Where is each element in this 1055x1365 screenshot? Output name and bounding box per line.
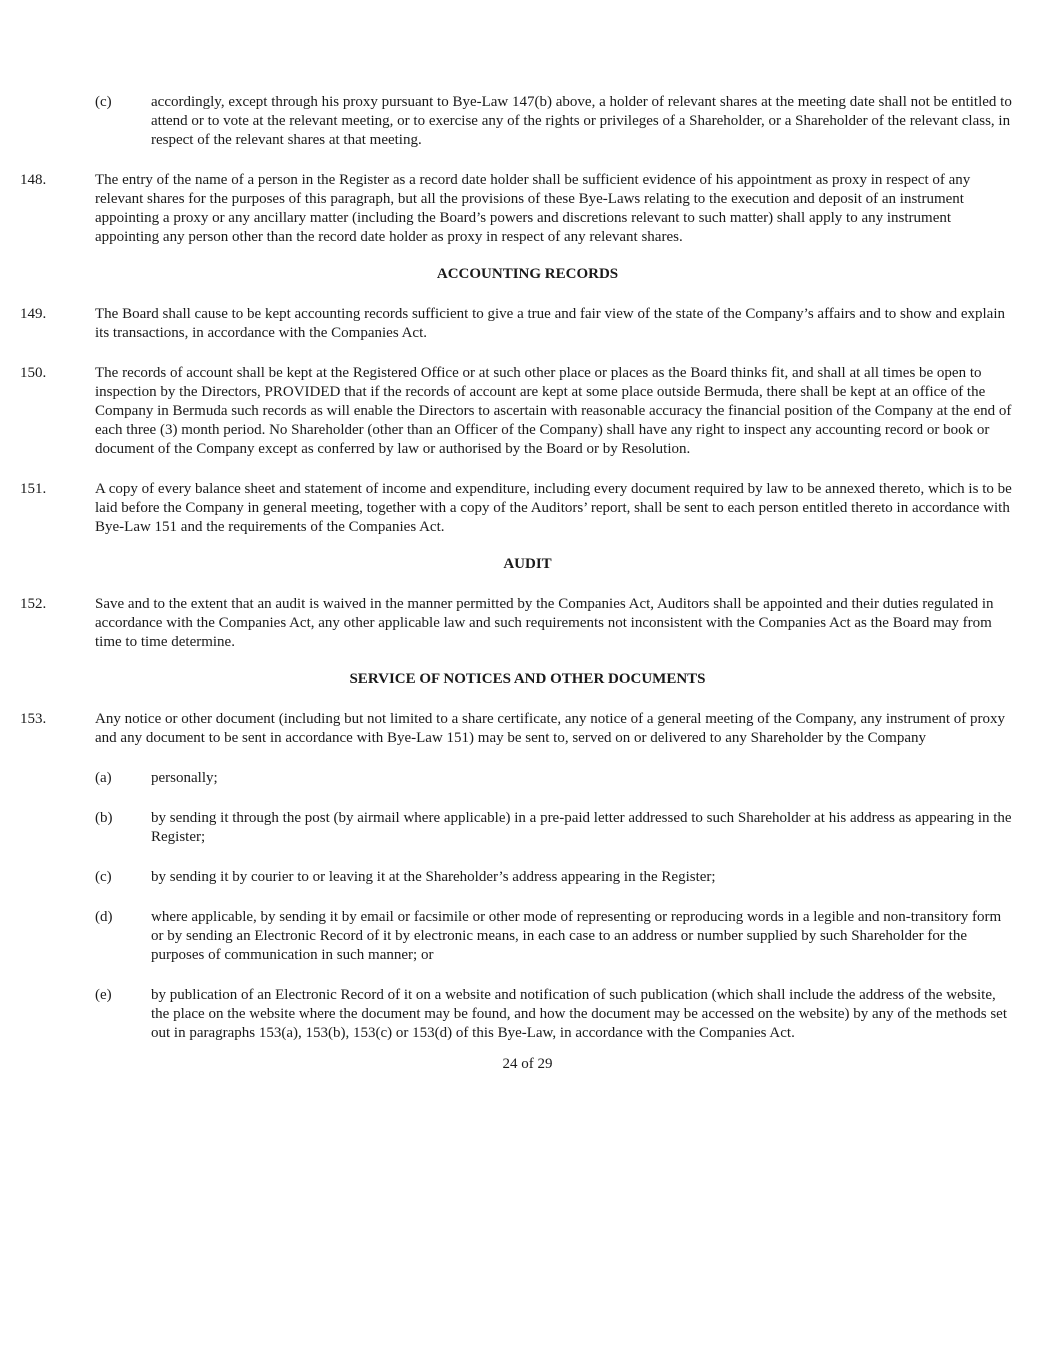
clause-152-text: Save and to the extent that an audit is waived in the manner permitted by the Companies Act, Auditors shall be appointed and their duties regulated in accordance with the Companies Act, any other applicable law and such requirements not inconsistent with the Companies Act as the Board may from time to time determine. [95,596,994,650]
clause-153a-text: personally; [151,770,218,786]
clause-153b-text: by sending it through the post (by airmail where applicable) in a pre-paid letter addressed to such Shareholder at his address as appearing in the Register; [151,810,1012,845]
heading-service-of-notices: SERVICE OF NOTICES AND OTHER DOCUMENTS [349,671,706,687]
clause-153d-label: (d) [95,909,113,925]
clause-147c-text: accordingly, except through his proxy pursuant to Bye-Law 147(b) above, a holder of relevant shares at the meeting date shall not be entitled to attend or to vote at the relevant meeting, or to exercise any of the rights or privileges of a Shareholder, or a Shareholder of the relevant class, in respect of the relevant shares at that meeting. [151,94,1012,148]
clause-151-number: 151. [20,481,47,497]
clause-153e-label: (e) [95,987,112,1003]
clause-153-number: 153. [20,711,47,727]
page-number: 24 of 29 [502,1056,553,1072]
clause-153d-text: where applicable, by sending it by email or facsimile or other mode of representing or reproducing words in a legible and non-transitory form or by sending an Electronic Record of it by electronic means, in each case to an address or number supplied by such Shareholder for the purposes of communication in such manner; or [151,909,1002,963]
clause-153c-text: by sending it by courier to or leaving it at the Shareholder’s address appearing in the Register; [151,869,716,885]
clause-151-text: A copy of every balance sheet and statement of income and expenditure, including every document required by law to be annexed thereto, which is to be laid before the Company in general meeting, together with a copy of the Auditors’ report, shall be sent to each person entitled thereto in accordance with Bye-Law 151 and the requirements of the Companies Act. [95,481,1012,535]
clause-149-text: The Board shall cause to be kept accounting records sufficient to give a true and fair view of the state of the Company’s affairs and to show and explain its transactions, in accordance with the Companies Act. [95,306,1005,341]
clause-153a-label: (a) [95,770,112,786]
clause-153e-text: by publication of an Electronic Record of it on a website and notification of such publication (which shall include the address of the website, the place on the website where the document may be found, and how the document may be accessed on the website) by any of the methods set out in paragraphs 153(a), 153(b), 153(c) or 153(d) of this Bye-Law, in accordance with the Companies Act. [151,987,1007,1041]
heading-accounting-records: ACCOUNTING RECORDS [436,266,619,282]
heading-audit: AUDIT [503,556,552,572]
clause-150-text: The records of account shall be kept at the Registered Office or at such other place or places as the Board thinks fit, and shall at all times be open to inspection by the Directors, PROVIDED that if the records of account are kept at some place outside Bermuda, there shall be kept at an office of the Company in Bermuda such records as will enable the Directors to ascertain with reasonable accuracy the financial position of the Company at the end of each three (3) month period. No Shareholder (other than an Officer of the Company) shall have any right to inspect any accounting record or book or document of the Company except as conferred by law or authorised by the Board or by Resolution. [95,365,1012,457]
clause-153c-label: (c) [95,869,112,885]
clause-147c-label: (c) [95,94,112,110]
clause-152-number: 152. [20,596,47,612]
clause-148-number: 148. [20,172,47,188]
clause-153b-label: (b) [95,810,113,826]
clause-153-text: Any notice or other document (including but not limited to a share certificate, any notice of a general meeting of the Company, any instrument of proxy and any document to be sent in accordance with Bye-Law 151) may be sent to, served on or delivered to any Shareholder by the Company [95,711,1006,746]
clause-149-number: 149. [20,306,47,322]
clause-148-text: The entry of the name of a person in the Register as a record date holder shall be sufficient evidence of his appointment as proxy in respect of any relevant shares for the purposes of this paragraph, but all the provisions of these Bye-Laws relating to the execution and deposit of an instrument appointing a proxy or any ancillary matter (including the Board’s powers and discretions relevant to such matter) shall apply to any instrument appointing any person other than the record date holder as proxy in respect of any relevant shares. [95,172,971,245]
clause-150-number: 150. [20,365,47,381]
